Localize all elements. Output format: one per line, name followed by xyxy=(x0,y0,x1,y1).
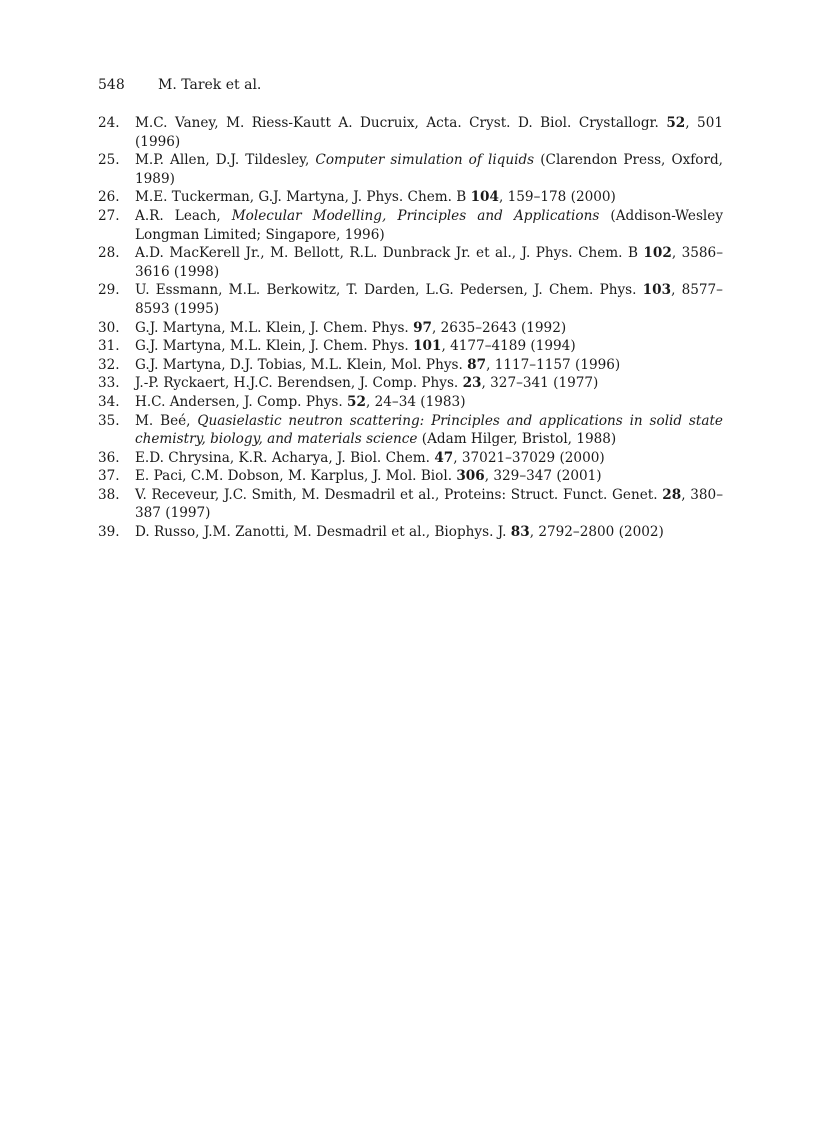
reference-item xyxy=(98,374,723,393)
reference-text: , 4177–4189 (1994) xyxy=(441,338,576,355)
reference-number: 37. xyxy=(98,468,120,485)
reference-text: (Clarendon Press, Oxford, 1989) xyxy=(135,152,723,187)
reference-number: 31. xyxy=(98,338,120,355)
reference-volume: 47 xyxy=(434,449,454,466)
reference-text: J.-P. Ryckaert, H.J.C. Berendsen, J. Comp. Phys. xyxy=(135,375,463,392)
reference-item xyxy=(98,449,723,468)
reference-number: 32. xyxy=(98,356,120,373)
reference-volume: 306 xyxy=(456,468,485,485)
reference-text: H.C. Andersen, J. Comp. Phys. xyxy=(135,393,348,410)
reference-item xyxy=(98,486,723,523)
reference-item xyxy=(98,207,723,244)
reference-text: U. Essmann, M.L. Berkowitz, T. Darden, L.G. Pedersen, J. Chem. Phys. xyxy=(135,282,643,299)
reference-number: 28. xyxy=(98,245,120,262)
reference-title: Molecular Modelling, Principles and Applications xyxy=(231,207,600,224)
reference-item xyxy=(98,356,723,375)
reference-text: , 501 (1996) xyxy=(135,115,723,150)
reference-text: A.R. Leach, xyxy=(135,207,232,224)
reference-number: 30. xyxy=(98,319,120,336)
reference-item xyxy=(98,523,723,542)
reference-text: (Adam Hilger, Bristol, 1988) xyxy=(417,431,617,448)
reference-volume: 23 xyxy=(462,375,482,392)
reference-text: , 2792–2800 (2002) xyxy=(529,524,664,541)
reference-text: , 329–347 (2001) xyxy=(484,468,602,485)
reference-text: , 3586–3616 (1998) xyxy=(135,245,723,280)
reference-text: , 2635–2643 (1992) xyxy=(432,319,567,336)
reference-item xyxy=(98,151,723,188)
reference-number: 24. xyxy=(98,115,120,131)
reference-text: , 24–34 (1983) xyxy=(365,393,466,410)
reference-volume: 28 xyxy=(662,486,682,503)
reference-text: , 327–341 (1977) xyxy=(481,375,599,392)
reference-number: 33. xyxy=(98,375,120,392)
reference-volume: 83 xyxy=(510,524,530,541)
running-head-authors: M. Tarek et al. xyxy=(158,77,262,93)
reference-volume: 52 xyxy=(347,393,366,410)
reference-item xyxy=(98,188,723,207)
reference-text: , 8577–8593 (1995) xyxy=(135,282,723,317)
reference-item xyxy=(98,393,723,412)
reference-text: A.D. MacKerell Jr., M. Bellott, R.L. Dunbrack Jr. et al., J. Phys. Chem. B xyxy=(135,245,644,262)
reference-text: E.D. Chrysina, K.R. Acharya, J. Biol. Chem. xyxy=(135,449,435,466)
reference-item xyxy=(98,244,723,281)
reference-volume: 101 xyxy=(413,338,442,355)
reference-volume: 102 xyxy=(643,245,672,262)
reference-text: D. Russo, J.M. Zanotti, M. Desmadril et al., Biophys. J. xyxy=(135,524,511,541)
page-number: 548 xyxy=(98,77,125,93)
reference-volume: 97 xyxy=(413,319,432,336)
reference-item xyxy=(98,319,723,338)
reference-list xyxy=(98,114,723,542)
reference-text: , 380–387 (1997) xyxy=(135,486,724,522)
reference-number: 27. xyxy=(98,207,120,224)
reference-number: 29. xyxy=(98,282,120,299)
reference-number: 38. xyxy=(98,486,120,503)
reference-text: , 1117–1157 (1996) xyxy=(486,356,621,373)
reference-item xyxy=(98,337,723,356)
reference-text: M.C. Vaney, M. Riess-Kautt A. Ducruix, Acta. Cryst. D. Biol. Crystallogr. xyxy=(135,115,667,131)
reference-volume: 87 xyxy=(467,356,487,373)
reference-text: , 159–178 (2000) xyxy=(498,189,616,206)
reference-title: Computer simulation of liquids xyxy=(315,152,535,169)
reference-item xyxy=(98,281,723,318)
reference-item xyxy=(98,467,723,486)
reference-text: G.J. Martyna, M.L. Klein, J. Chem. Phys. xyxy=(135,319,414,336)
reference-text: , 37021–37029 (2000) xyxy=(453,449,605,466)
reference-item xyxy=(98,412,723,449)
reference-text: M.P. Allen, D.J. Tildesley, xyxy=(135,152,316,169)
reference-number: 36. xyxy=(98,449,120,466)
reference-number: 34. xyxy=(98,393,120,410)
reference-number: 35. xyxy=(98,412,120,429)
reference-text: M.E. Tuckerman, G.J. Martyna, J. Phys. Chem. B xyxy=(135,189,471,206)
reference-text: G.J. Martyna, M.L. Klein, J. Chem. Phys. xyxy=(135,338,414,355)
reference-volume: 104 xyxy=(470,189,499,206)
reference-text: (Addison-Wesley Longman Limited; Singapore, 1996) xyxy=(135,207,723,243)
reference-text: V. Receveur, J.C. Smith, M. Desmadril et al., Proteins: Struct. Funct. Genet. xyxy=(135,486,663,503)
reference-volume: 103 xyxy=(642,282,672,299)
reference-number: 25. xyxy=(98,152,120,169)
reference-text: E. Paci, C.M. Dobson, M. Karplus, J. Mol. Biol. xyxy=(135,468,457,485)
reference-text: G.J. Martyna, D.J. Tobias, M.L. Klein, Mol. Phys. xyxy=(135,356,468,373)
reference-text: M. Beé, xyxy=(135,412,198,429)
reference-volume: 52 xyxy=(666,115,686,131)
running-head xyxy=(98,76,261,94)
reference-number: 39. xyxy=(98,524,120,541)
reference-number: 26. xyxy=(98,189,120,206)
reference-item xyxy=(98,114,723,151)
reference-title: Quasielastic neutron scattering: Principles and applications in solid state chemistry, biology, and materials science xyxy=(135,412,723,448)
